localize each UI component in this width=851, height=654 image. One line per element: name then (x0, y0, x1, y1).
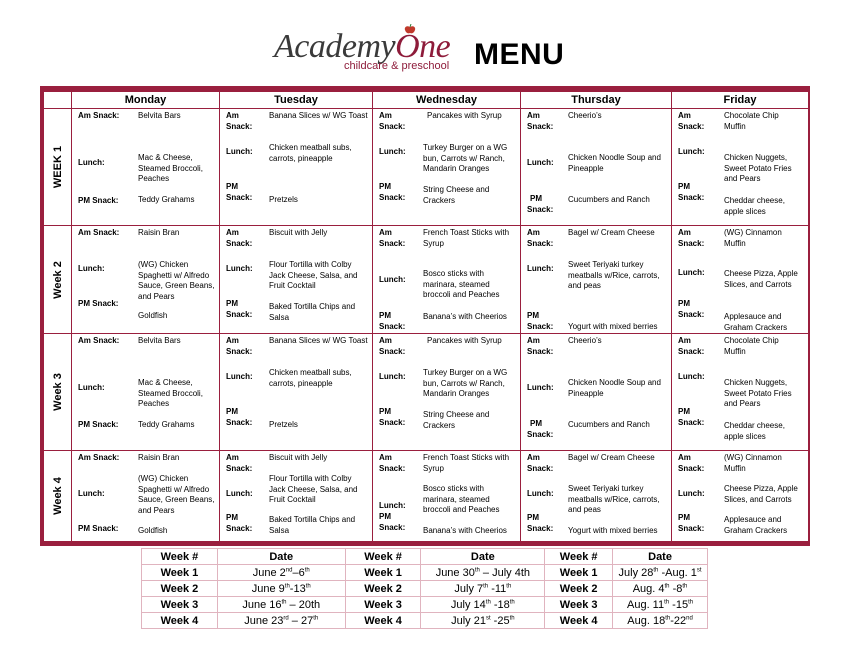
table-row (142, 581, 708, 597)
snack-label: Snack: (226, 418, 253, 427)
am-snack-item: Pancakes with Syrup (427, 336, 502, 345)
week-number: Week 2 (142, 581, 218, 597)
lunch-label: Lunch: (379, 275, 406, 284)
date-range: June 9th-13th (217, 581, 345, 597)
am-label: Am (379, 111, 392, 120)
snack-label: Snack: (678, 464, 705, 473)
week-number: Week 3 (545, 597, 613, 613)
am-snack-item: Biscuit with Jelly (269, 228, 328, 237)
pm-snack-label: PM Snack: (78, 420, 119, 429)
menu-cell-w3-fri (672, 334, 809, 451)
lunch-label: Lunch: (78, 264, 105, 273)
snack-label: Snack: (379, 347, 406, 356)
pm-snack-item: Cheddar cheese, apple slices (724, 421, 785, 441)
am-label: Am (527, 111, 540, 120)
am-snack-item: Bagel w/ Cream Cheese (568, 453, 655, 462)
menu-cell-w3-tue (220, 334, 373, 451)
week-number: Week 4 (142, 613, 218, 629)
snack-label: Snack: (678, 347, 705, 356)
lunch-item: Cheese Pizza, Apple Slices, and Carrots (724, 484, 798, 504)
pm-snack-item: Banana’s with Cheerios (423, 312, 507, 321)
week-number: Week 3 (142, 597, 218, 613)
logo-wordmark: AcademyOne (274, 28, 451, 65)
lunch-item: Flour Tortilla with Colby Jack Cheese, Salsa, and Fruit Cocktail (269, 260, 358, 290)
pm-label: PM (226, 182, 238, 191)
snack-label: Snack: (678, 122, 705, 131)
lunch-label: Lunch: (527, 383, 554, 392)
pm-snack-item: Pretzels (269, 420, 298, 429)
academy-one-logo (274, 24, 454, 76)
date-range: July 28th -Aug. 1st (613, 565, 708, 581)
snack-label: Snack: (226, 310, 253, 319)
menu-cell-w3-mon (72, 334, 220, 451)
menu-cell-w2-mon (72, 226, 220, 334)
lunch-label: Lunch: (78, 489, 105, 498)
snack-label: Snack: (226, 464, 253, 473)
am-snack-item: Cheerio’s (568, 336, 602, 345)
date-range: July 14th -18th (421, 597, 545, 613)
week-label: Week 3 (51, 373, 64, 411)
day-header-wednesday: Wednesday (373, 92, 521, 109)
am-snack-item: Bagel w/ Cream Cheese (568, 228, 655, 237)
lunch-label: Lunch: (678, 147, 705, 156)
menu-grid (44, 92, 809, 542)
am-label: Am (379, 336, 392, 345)
menu-cell-w1-wed (373, 109, 521, 226)
column-header: Week # (142, 549, 218, 565)
lunch-label: Lunch: (78, 158, 105, 167)
date-range: Aug. 4th -8th (613, 581, 708, 597)
snack-label: Snack: (678, 524, 705, 533)
week-number: Week 1 (545, 565, 613, 581)
snack-label: Snack: (379, 418, 406, 427)
snack-label: Snack: (379, 239, 406, 248)
lunch-item: Mac & Cheese, Steamed Broccoli, Peaches (138, 378, 203, 408)
am-snack-item: (WG) Cinnamon Muffin (724, 453, 782, 473)
pm-label: PM (226, 407, 238, 416)
date-range: Aug. 18th-22nd (613, 613, 708, 629)
lunch-label: Lunch: (379, 147, 406, 156)
am-label: Am (226, 336, 239, 345)
pm-label: PM (678, 513, 690, 522)
lunch-label: Lunch: (379, 372, 406, 381)
am-snack-item: Raisin Bran (138, 228, 180, 237)
week-label-cell (44, 334, 72, 451)
lunch-label: Lunch: (678, 489, 705, 498)
lunch-item: Turkey Burger on a WG bun, Carrots w/ Ranch, Mandarin Oranges (423, 143, 508, 173)
lunch-item: Sweet Teriyaki turkey meatballs w/Rice, carrots, and peas (568, 260, 660, 290)
am-snack-item: Raisin Bran (138, 453, 180, 462)
pm-snack-item: Goldfish (138, 526, 168, 535)
am-snack-item: Banana Slices w/ WG Toast (269, 111, 368, 120)
lunch-item: Chicken Nuggets, Sweet Potato Fries and Pears (724, 153, 792, 183)
pm-label: PM (527, 513, 539, 522)
week-label: WEEK 1 (51, 145, 64, 189)
pm-snack-item: Cucumbers and Ranch (568, 420, 650, 429)
snack-label: Snack: (226, 239, 253, 248)
menu-cell-w2-fri (672, 226, 809, 334)
lunch-label: Lunch: (678, 268, 705, 277)
pm-label: PM (678, 182, 690, 191)
snack-label: Snack: (379, 464, 406, 473)
table-row (142, 597, 708, 613)
menu-cell-w4-mon (72, 451, 220, 542)
column-header: Week # (545, 549, 613, 565)
lunch-label: Lunch: (527, 489, 554, 498)
week-label-cell (44, 109, 72, 226)
lunch-item: Cheese Pizza, Apple Slices, and Carrots (724, 269, 798, 289)
week-number: Week 1 (345, 565, 421, 581)
menu-cell-w1-thu (521, 109, 672, 226)
snack-label: Snack: (226, 193, 253, 202)
snack-label: Snack: (379, 122, 406, 131)
lunch-item: Chicken meatball subs, carrots, pineapple (269, 143, 352, 163)
column-header: Week # (345, 549, 421, 565)
lunch-label: Lunch: (226, 372, 253, 381)
am-snack-item: Banana Slices w/ WG Toast (269, 336, 368, 345)
pm-label: PM (678, 299, 690, 308)
column-header: Date (217, 549, 345, 565)
pm-snack-item: Baked Tortilla Chips and Salsa (269, 302, 356, 322)
week-dates-table (141, 548, 708, 629)
pm-snack-label: PM Snack: (78, 196, 119, 205)
am-label: Am (226, 111, 239, 120)
lunch-item: Bosco sticks with marinara, steamed broccoli and Peaches (423, 484, 500, 514)
menu-cell-w2-wed (373, 226, 521, 334)
lunch-item: Chicken Noodle Soup and Pineapple (568, 153, 661, 173)
pm-snack-label: PM Snack: (78, 524, 119, 533)
snack-label: Snack: (527, 322, 554, 331)
pm-snack-item: Baked Tortilla Chips and Salsa (269, 515, 356, 535)
am-label: Am (678, 228, 691, 237)
lunch-item: Flour Tortilla with Colby Jack Cheese, Salsa, and Fruit Cocktail (269, 474, 358, 504)
snack-label: Snack: (527, 122, 554, 131)
menu-cell-w3-thu (521, 334, 672, 451)
am-snack-label: Am Snack: (78, 111, 120, 120)
am-label: Am (226, 453, 239, 462)
pm-snack-item: String Cheese and Crackers (423, 185, 490, 205)
snack-label: Snack: (527, 430, 554, 439)
week-label: Week 4 (51, 477, 64, 515)
pm-snack-item: Teddy Grahams (138, 420, 195, 429)
am-label: Am (527, 228, 540, 237)
lunch-item: (WG) Chicken Spaghetti w/ Alfredo Sauce, Green Beans, and Pears (138, 260, 215, 301)
am-snack-label: Am Snack: (78, 336, 120, 345)
lunch-label: Lunch: (379, 501, 406, 510)
am-snack-item: (WG) Cinnamon Muffin (724, 228, 782, 248)
menu-cell-w4-tue (220, 451, 373, 542)
week-number: Week 2 (345, 581, 421, 597)
day-header-tuesday: Tuesday (220, 92, 373, 109)
pm-label: PM (530, 419, 542, 428)
page-title: MENU (474, 38, 565, 71)
lunch-label: Lunch: (226, 264, 253, 273)
table-row (142, 613, 708, 629)
pm-label: PM (678, 407, 690, 416)
menu-cell-w2-tue (220, 226, 373, 334)
menu-cell-w1-fri (672, 109, 809, 226)
am-snack-item: Pancakes with Syrup (427, 111, 502, 120)
pm-snack-item: Applesauce and Graham Crackers (724, 312, 788, 332)
lunch-item: Chicken Nuggets, Sweet Potato Fries and Pears (724, 378, 792, 408)
am-snack-item: Belvita Bars (138, 336, 181, 345)
week-number: Week 3 (345, 597, 421, 613)
column-header: Date (613, 549, 708, 565)
pm-snack-item: Teddy Grahams (138, 195, 195, 204)
snack-label: Snack: (379, 193, 406, 202)
day-header-friday: Friday (672, 92, 809, 109)
pm-snack-item: Yogurt with mixed berries (568, 526, 658, 535)
lunch-label: Lunch: (226, 489, 253, 498)
menu-cell-w2-thu (521, 226, 672, 334)
lunch-item: Chicken meatball subs, carrots, pineapple (269, 368, 352, 388)
snack-label: Snack: (527, 239, 554, 248)
table-row (142, 565, 708, 581)
menu-cell-w1-mon (72, 109, 220, 226)
pm-label: PM (226, 299, 238, 308)
week-label-cell (44, 226, 72, 334)
pm-label: PM (226, 513, 238, 522)
am-snack-item: French Toast Sticks with Syrup (423, 453, 510, 473)
am-snack-item: Cheerio’s (568, 111, 602, 120)
lunch-item: Turkey Burger on a WG bun, Carrots w/ Ranch, Mandarin Oranges (423, 368, 508, 398)
lunch-item: Chicken Noodle Soup and Pineapple (568, 378, 661, 398)
am-label: Am (678, 111, 691, 120)
lunch-item: Sweet Teriyaki turkey meatballs w/Rice, carrots, and peas (568, 484, 660, 514)
am-snack-item: French Toast Sticks with Syrup (423, 228, 510, 248)
pm-snack-item: Goldfish (138, 311, 168, 320)
am-label: Am (678, 336, 691, 345)
week-label-cell (44, 451, 72, 542)
snack-label: Snack: (226, 524, 253, 533)
snack-label: Snack: (226, 347, 253, 356)
am-snack-item: Chocolate Chip Muffin (724, 336, 779, 356)
pm-snack-item: Pretzels (269, 195, 298, 204)
snack-label: Snack: (527, 347, 554, 356)
am-label: Am (226, 228, 239, 237)
day-header-monday: Monday (72, 92, 220, 109)
week-number: Week 4 (545, 613, 613, 629)
snack-label: Snack: (226, 122, 253, 131)
pm-label: PM (379, 407, 391, 416)
pm-snack-item: Yogurt with mixed berries (568, 322, 658, 331)
snack-label: Snack: (527, 464, 554, 473)
week-number: Week 4 (345, 613, 421, 629)
am-snack-item: Biscuit with Jelly (269, 453, 328, 462)
date-range: Aug. 11th -15th (613, 597, 708, 613)
pm-snack-item: Cucumbers and Ranch (568, 195, 650, 204)
pm-snack-item: Applesauce and Graham Crackers (724, 515, 788, 535)
menu-cell-w4-thu (521, 451, 672, 542)
pm-label: PM (379, 311, 391, 320)
logo-tagline: childcare & preschool (344, 60, 450, 72)
am-snack-label: Am Snack: (78, 453, 120, 462)
table-header-row (142, 549, 708, 565)
date-range: June 30th – July 4th (421, 565, 545, 581)
lunch-label: Lunch: (226, 147, 253, 156)
day-header-thursday: Thursday (521, 92, 672, 109)
pm-snack-item: Banana’s with Cheerios (423, 526, 507, 535)
corner-cell (44, 92, 72, 109)
lunch-item: (WG) Chicken Spaghetti w/ Alfredo Sauce, Green Beans, and Pears (138, 474, 215, 515)
lunch-item: Mac & Cheese, Steamed Broccoli, Peaches (138, 153, 203, 183)
lunch-label: Lunch: (527, 264, 554, 273)
date-range: July 21st -25th (421, 613, 545, 629)
date-range: June 23rd – 27th (217, 613, 345, 629)
lunch-label: Lunch: (678, 372, 705, 381)
date-range: June 2nd–6th (217, 565, 345, 581)
snack-label: Snack: (678, 239, 705, 248)
lunch-label: Lunch: (527, 158, 554, 167)
menu-cell-w4-fri (672, 451, 809, 542)
am-snack-label: Am Snack: (78, 228, 120, 237)
column-header: Date (421, 549, 545, 565)
week-label: Week 2 (51, 260, 64, 299)
am-label: Am (379, 453, 392, 462)
pm-label: PM (527, 311, 539, 320)
snack-label: Snack: (527, 205, 554, 214)
lunch-item: Bosco sticks with marinara, steamed broccoli and Peaches (423, 269, 500, 299)
pm-label: PM (379, 182, 391, 191)
snack-label: Snack: (527, 524, 554, 533)
am-label: Am (527, 336, 540, 345)
pm-snack-item: Cheddar cheese, apple slices (724, 196, 785, 216)
snack-label: Snack: (379, 322, 406, 331)
snack-label: Snack: (678, 310, 705, 319)
menu-cell-w3-wed (373, 334, 521, 451)
menu-cell-w4-wed (373, 451, 521, 542)
date-range: July 7th -11th (421, 581, 545, 597)
pm-label: PM (530, 194, 542, 203)
snack-label: Snack: (678, 418, 705, 427)
snack-label: Snack: (379, 523, 406, 532)
pm-label: PM (379, 512, 391, 521)
pm-snack-item: String Cheese and Crackers (423, 410, 490, 430)
pm-snack-label: PM Snack: (78, 299, 119, 308)
am-label: Am (527, 453, 540, 462)
am-snack-item: Belvita Bars (138, 111, 181, 120)
am-label: Am (678, 453, 691, 462)
lunch-label: Lunch: (78, 383, 105, 392)
week-number: Week 2 (545, 581, 613, 597)
am-label: Am (379, 228, 392, 237)
menu-cell-w1-tue (220, 109, 373, 226)
snack-label: Snack: (678, 193, 705, 202)
am-snack-item: Chocolate Chip Muffin (724, 111, 779, 131)
week-number: Week 1 (142, 565, 218, 581)
date-range: June 16th – 20th (217, 597, 345, 613)
